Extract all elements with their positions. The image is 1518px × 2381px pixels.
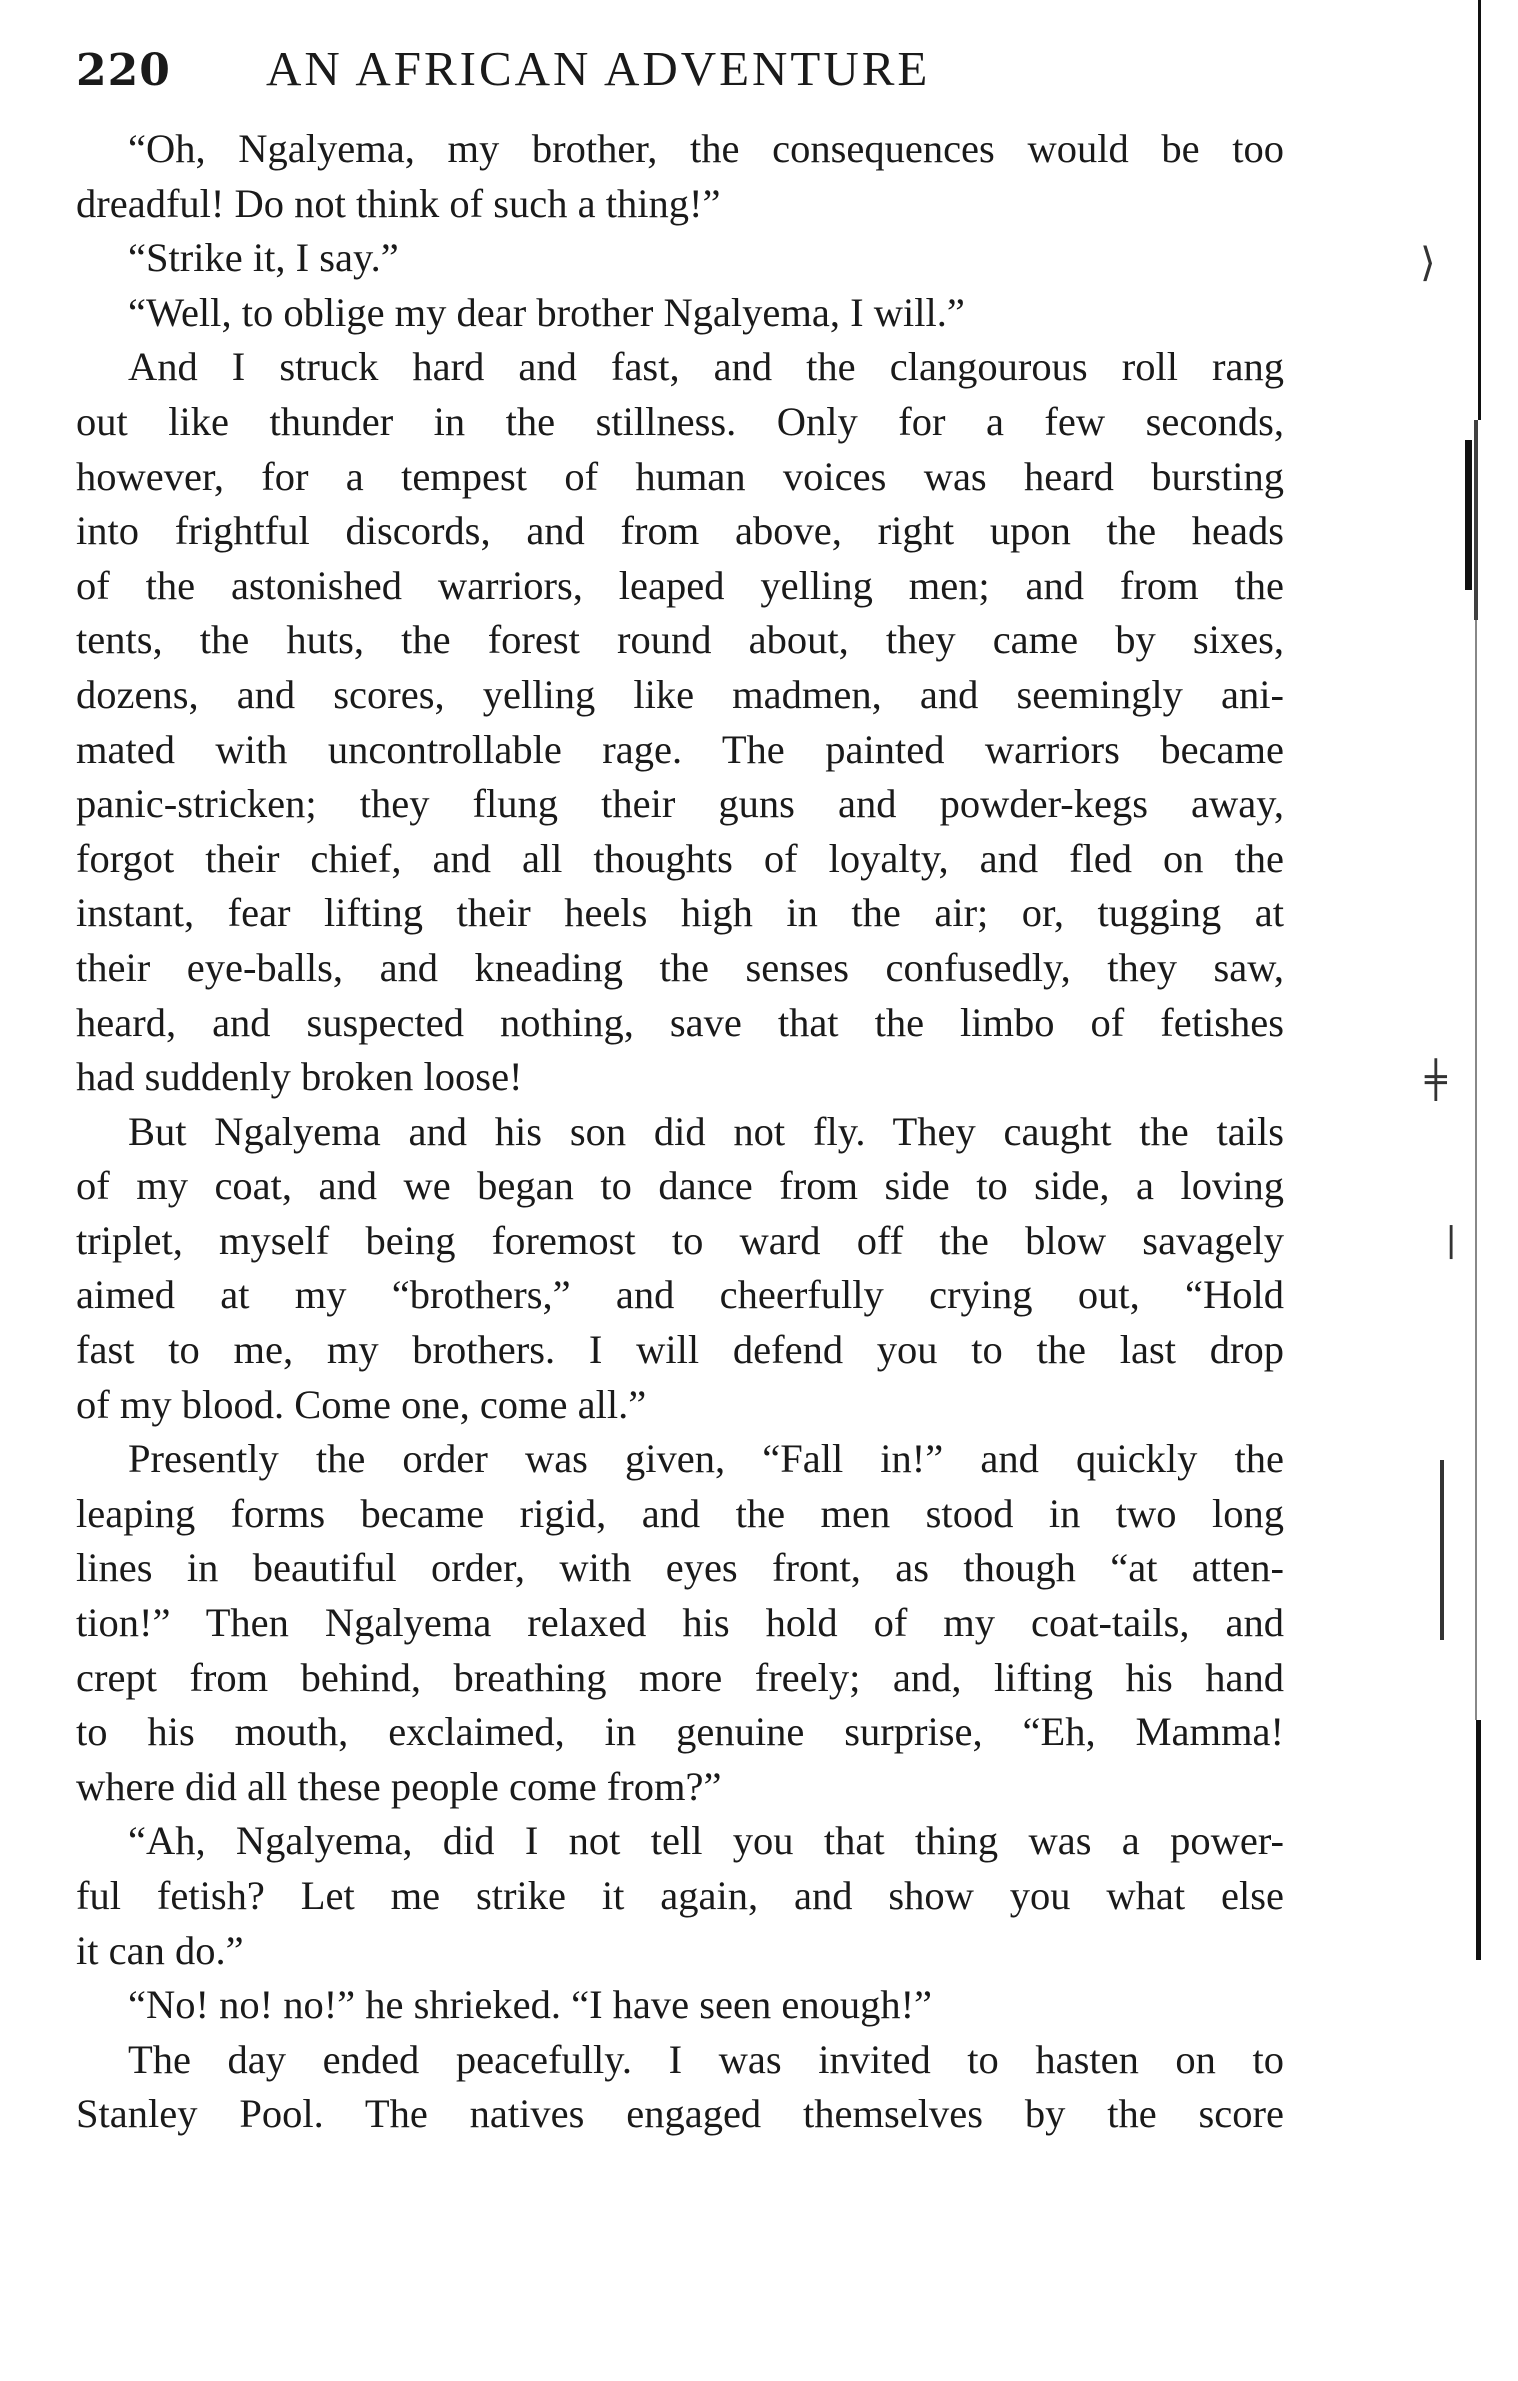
text-line: “Well, to oblige my dear brother Ngalyema, I will.” (128, 289, 965, 335)
text-line: lines in beautiful order, with eyes front, as though “at atten- (76, 1545, 1284, 1591)
body-text (76, 122, 1284, 2142)
paragraph (76, 122, 1284, 231)
paragraph (76, 1105, 1284, 1433)
text-line: “Strike it, I say.” (128, 235, 399, 281)
text-line: of my coat, and we began to dance from side to side, a loving (76, 1163, 1284, 1209)
book-page (76, 40, 1284, 2142)
running-title: AN AFRICAN ADVENTURE (266, 41, 931, 96)
text-line: forgot their chief, and all thoughts of loyalty, and fled on the (76, 835, 1284, 881)
page-number: 220 (76, 45, 171, 96)
text-line: fast to me, my brothers. I will defend you to the last drop (76, 1327, 1284, 1373)
page-edge-line (1476, 1720, 1481, 1960)
page-header (76, 40, 1284, 118)
paragraph (76, 231, 1284, 286)
text-line: crept from behind, breathing more freely; and, lifting his hand (76, 1654, 1284, 1700)
text-line: Stanley Pool. The natives engaged themselves by the score (76, 2091, 1284, 2137)
text-line: where did all these people come from?” (76, 1763, 722, 1809)
text-line: triplet, myself being foremost to ward off the blow savagely (76, 1217, 1284, 1263)
text-line: And I struck hard and fast, and the clangourous roll rang (128, 344, 1284, 390)
paragraph (76, 1814, 1284, 1978)
text-line: dreadful! Do not think of such a thing!” (76, 180, 721, 226)
text-line: of my blood. Come one, come all.” (76, 1381, 647, 1427)
page-edge-line (1478, 0, 1481, 420)
text-line: ful fetish? Let me strike it again, and show you what else (76, 1873, 1284, 1918)
scan-mark: ╪ (1425, 1060, 1447, 1101)
text-line: however, for a tempest of human voices was heard bursting (76, 453, 1284, 499)
text-line: aimed at my “brothers,” and cheerfully crying out, “Hold (76, 1272, 1284, 1318)
paragraph (76, 340, 1284, 1104)
text-line: mated with uncontrollable rage. The painted warriors became (76, 726, 1284, 772)
text-line: Presently the order was given, “Fall in!” and quickly the (128, 1436, 1284, 1482)
text-line: to his mouth, exclaimed, in genuine surprise, “Eh, Mamma! (76, 1709, 1284, 1755)
scan-mark: ❘ (1437, 1220, 1466, 1260)
text-line: out like thunder in the stillness. Only for a few seconds, (76, 398, 1284, 444)
text-line: “Ah, Ngalyema, did I not tell you that thing was a power- (128, 1818, 1284, 1864)
paragraph (76, 1978, 1284, 2033)
text-line: leaping forms became rigid, and the men stood in two long (76, 1490, 1284, 1536)
paragraph (76, 286, 1284, 341)
page-edge-line (1475, 620, 1477, 1720)
page-edge-line (1474, 420, 1478, 620)
text-line: But Ngalyema and his son did not fly. They caught the tails (128, 1108, 1284, 1154)
text-line: of the astonished warriors, leaped yelling men; and from the (76, 562, 1284, 608)
text-line: dozens, and scores, yelling like madmen, and seemingly ani- (76, 671, 1284, 717)
text-line: The day ended peacefully. I was invited to hasten on to (128, 2036, 1284, 2082)
paragraph (76, 1432, 1284, 1814)
text-line: had suddenly broken loose! (76, 1054, 523, 1100)
text-line: instant, fear lifting their heels high in the air; or, tugging at (76, 890, 1284, 936)
text-line: tion!” Then Ngalyema relaxed his hold of my coat-tails, and (76, 1600, 1284, 1646)
text-line: “Oh, Ngalyema, my brother, the consequences would be too (128, 126, 1284, 171)
text-line: “No! no! no!” he shrieked. “I have seen enough!” (128, 1982, 933, 2028)
text-line: heard, and suspected nothing, save that the limbo of fetishes (76, 999, 1284, 1045)
text-line: it can do.” (76, 1927, 244, 1973)
text-line: panic-stricken; they flung their guns and powder-kegs away, (76, 781, 1284, 827)
text-line: into frightful discords, and from above, right upon the heads (76, 508, 1284, 554)
page-edge-line (1465, 440, 1472, 590)
text-line: their eye-balls, and kneading the senses confusedly, they saw, (76, 944, 1284, 990)
paragraph (76, 2033, 1284, 2142)
scan-mark: ⟩ (1420, 240, 1436, 286)
page-edge-line (1440, 1460, 1444, 1640)
text-line: tents, the huts, the forest round about, they came by sixes, (76, 617, 1284, 663)
